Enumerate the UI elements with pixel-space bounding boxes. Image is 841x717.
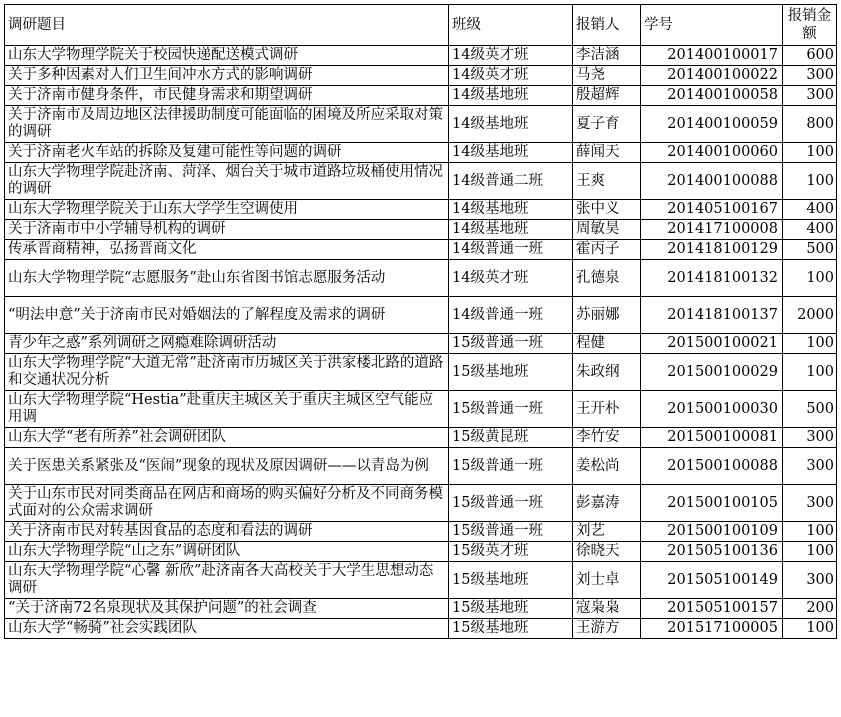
cell-amount: 100 xyxy=(783,260,837,297)
cell-amount: 800 xyxy=(783,106,837,143)
header-reporter: 报销人 xyxy=(573,5,641,46)
cell-class: 15级普通一班 xyxy=(449,391,573,428)
cell-topic: 山东大学物理学院关于校园快递配送模式调研 xyxy=(5,46,449,66)
cell-student-id: 201500100081 xyxy=(641,428,783,448)
table-row xyxy=(5,106,837,143)
cell-amount: 300 xyxy=(783,485,837,522)
table-row xyxy=(5,485,837,522)
cell-reporter: 徐晓天 xyxy=(573,542,641,562)
cell-amount: 100 xyxy=(783,143,837,163)
cell-class: 15级普通一班 xyxy=(449,485,573,522)
cell-topic: 山东大学物理学院“心馨 新欣”赴济南各大高校关于大学生思想动态调研 xyxy=(5,562,449,599)
table-row xyxy=(5,200,837,220)
cell-student-id: 201500100105 xyxy=(641,485,783,522)
cell-reporter: 刘士卓 xyxy=(573,562,641,599)
cell-class: 14级普通一班 xyxy=(449,240,573,260)
cell-student-id: 201500100029 xyxy=(641,354,783,391)
table-row xyxy=(5,66,837,86)
cell-class: 15级普通一班 xyxy=(449,522,573,542)
cell-reporter: 姜松尚 xyxy=(573,448,641,485)
cell-reporter: 王开朴 xyxy=(573,391,641,428)
table-row xyxy=(5,297,837,334)
cell-student-id: 201505100136 xyxy=(641,542,783,562)
cell-class: 15级普通一班 xyxy=(449,334,573,354)
cell-student-id: 201400100060 xyxy=(641,143,783,163)
cell-reporter: 王爽 xyxy=(573,163,641,200)
cell-student-id: 201500100109 xyxy=(641,522,783,542)
cell-amount: 300 xyxy=(783,66,837,86)
cell-topic: 关于济南市及周边地区法律援助制度可能面临的困境及所应采取对策的调研 xyxy=(5,106,449,143)
cell-student-id: 201418100132 xyxy=(641,260,783,297)
cell-student-id: 201505100149 xyxy=(641,562,783,599)
header-row xyxy=(5,5,837,46)
cell-reporter: 苏丽娜 xyxy=(573,297,641,334)
cell-class: 14级普通二班 xyxy=(449,163,573,200)
cell-reporter: 夏子育 xyxy=(573,106,641,143)
cell-topic: 关于山东市民对同类商品在网店和商场的购买偏好分析及不同商务模式面对的公众需求调研 xyxy=(5,485,449,522)
cell-topic: 山东大学物理学院“志愿服务”赴山东省图书馆志愿服务活动 xyxy=(5,260,449,297)
cell-class: 14级英才班 xyxy=(449,66,573,86)
cell-student-id: 201405100167 xyxy=(641,200,783,220)
cell-amount: 300 xyxy=(783,86,837,106)
cell-topic: 山东大学物理学院“Hestia”赴重庆主城区关于重庆主城区空气能应用调 xyxy=(5,391,449,428)
table-row xyxy=(5,448,837,485)
cell-topic: 山东大学物理学院赴济南、菏泽、烟台关于城市道路垃圾桶使用情况的调研 xyxy=(5,163,449,200)
cell-class: 15级英才班 xyxy=(449,542,573,562)
table-row xyxy=(5,428,837,448)
cell-amount: 200 xyxy=(783,599,837,619)
cell-topic: “明法申意”关于济南市民对婚姻法的了解程度及需求的调研 xyxy=(5,297,449,334)
table-row xyxy=(5,354,837,391)
table-row xyxy=(5,599,837,619)
header-topic: 调研题目 xyxy=(5,5,449,46)
cell-class: 15级基地班 xyxy=(449,599,573,619)
cell-class: 14级基地班 xyxy=(449,106,573,143)
cell-amount: 300 xyxy=(783,448,837,485)
cell-reporter: 朱政纲 xyxy=(573,354,641,391)
cell-amount: 600 xyxy=(783,46,837,66)
cell-reporter: 程健 xyxy=(573,334,641,354)
table-row xyxy=(5,46,837,66)
table-row xyxy=(5,163,837,200)
table-row xyxy=(5,522,837,542)
cell-topic: 关于医患关系紧张及“医闹”现象的现状及原因调研——以青岛为例 xyxy=(5,448,449,485)
cell-reporter: 殷超辉 xyxy=(573,86,641,106)
cell-student-id: 201500100088 xyxy=(641,448,783,485)
cell-topic: “关于济南72名泉现状及其保护问题”的社会调查 xyxy=(5,599,449,619)
cell-class: 15级基地班 xyxy=(449,562,573,599)
cell-amount: 400 xyxy=(783,220,837,240)
cell-amount: 2000 xyxy=(783,297,837,334)
cell-student-id: 201500100030 xyxy=(641,391,783,428)
cell-amount: 500 xyxy=(783,240,837,260)
cell-topic: 关于济南市健身条件，市民健身需求和期望调研 xyxy=(5,86,449,106)
table-row xyxy=(5,391,837,428)
cell-student-id: 201517100005 xyxy=(641,619,783,639)
cell-topic: 山东大学物理学院关于山东大学学生空调使用 xyxy=(5,200,449,220)
table-row xyxy=(5,240,837,260)
cell-student-id: 201417100008 xyxy=(641,220,783,240)
table-row xyxy=(5,143,837,163)
cell-reporter: 霍丙子 xyxy=(573,240,641,260)
table-row xyxy=(5,260,837,297)
cell-class: 14级基地班 xyxy=(449,220,573,240)
cell-student-id: 201400100059 xyxy=(641,106,783,143)
cell-topic: 山东大学“畅骑”社会实践团队 xyxy=(5,619,449,639)
cell-amount: 100 xyxy=(783,522,837,542)
cell-topic: 传承晋商精神，弘扬晋商文化 xyxy=(5,240,449,260)
table-row xyxy=(5,86,837,106)
table-row xyxy=(5,334,837,354)
table-body xyxy=(5,46,837,639)
cell-topic: 关于多种因素对人们卫生间冲水方式的影响调研 xyxy=(5,66,449,86)
cell-amount: 100 xyxy=(783,163,837,200)
cell-amount: 300 xyxy=(783,428,837,448)
cell-class: 14级基地班 xyxy=(449,200,573,220)
cell-reporter: 王游方 xyxy=(573,619,641,639)
cell-class: 14级英才班 xyxy=(449,260,573,297)
table-row xyxy=(5,220,837,240)
cell-student-id: 201500100021 xyxy=(641,334,783,354)
cell-topic: 关于济南市中小学辅导机构的调研 xyxy=(5,220,449,240)
cell-amount: 100 xyxy=(783,542,837,562)
cell-amount: 400 xyxy=(783,200,837,220)
cell-topic: 青少年之惑”系列调研之网瘾难除调研活动 xyxy=(5,334,449,354)
cell-reporter: 马尧 xyxy=(573,66,641,86)
cell-amount: 300 xyxy=(783,562,837,599)
cell-reporter: 彭嘉涛 xyxy=(573,485,641,522)
cell-topic: 山东大学“老有所养”社会调研团队 xyxy=(5,428,449,448)
cell-student-id: 201418100129 xyxy=(641,240,783,260)
cell-student-id: 201400100017 xyxy=(641,46,783,66)
cell-student-id: 201505100157 xyxy=(641,599,783,619)
cell-student-id: 201400100058 xyxy=(641,86,783,106)
cell-reporter: 李竹安 xyxy=(573,428,641,448)
cell-student-id: 201400100088 xyxy=(641,163,783,200)
cell-class: 14级基地班 xyxy=(449,143,573,163)
cell-reporter: 周敏昊 xyxy=(573,220,641,240)
header-amount: 报销金额 xyxy=(783,5,837,46)
cell-class: 14级普通一班 xyxy=(449,297,573,334)
cell-reporter: 刘艺 xyxy=(573,522,641,542)
cell-class: 15级基地班 xyxy=(449,619,573,639)
cell-topic: 山东大学物理学院“大道无常”赴济南市历城区关于洪家楼北路的道路和交通状况分析 xyxy=(5,354,449,391)
cell-reporter: 孔德泉 xyxy=(573,260,641,297)
reimbursement-table xyxy=(4,4,837,639)
cell-student-id: 201418100137 xyxy=(641,297,783,334)
cell-topic: 关于济南老火车站的拆除及复建可能性等问题的调研 xyxy=(5,143,449,163)
table-row xyxy=(5,542,837,562)
header-student-id: 学号 xyxy=(641,5,783,46)
cell-topic: 山东大学物理学院“山之东”调研团队 xyxy=(5,542,449,562)
table-row xyxy=(5,619,837,639)
header-class: 班级 xyxy=(449,5,573,46)
cell-class: 14级基地班 xyxy=(449,86,573,106)
cell-class: 15级基地班 xyxy=(449,354,573,391)
table-row xyxy=(5,562,837,599)
cell-reporter: 张中义 xyxy=(573,200,641,220)
cell-amount: 100 xyxy=(783,619,837,639)
cell-class: 14级英才班 xyxy=(449,46,573,66)
cell-reporter: 李洁涵 xyxy=(573,46,641,66)
cell-reporter: 寇枭枭 xyxy=(573,599,641,619)
cell-amount: 500 xyxy=(783,391,837,428)
cell-amount: 100 xyxy=(783,334,837,354)
cell-class: 15级黄昆班 xyxy=(449,428,573,448)
cell-amount: 100 xyxy=(783,354,837,391)
cell-reporter: 薛闻天 xyxy=(573,143,641,163)
cell-class: 15级普通一班 xyxy=(449,448,573,485)
cell-topic: 关于济南市民对转基因食品的态度和看法的调研 xyxy=(5,522,449,542)
cell-student-id: 201400100022 xyxy=(641,66,783,86)
